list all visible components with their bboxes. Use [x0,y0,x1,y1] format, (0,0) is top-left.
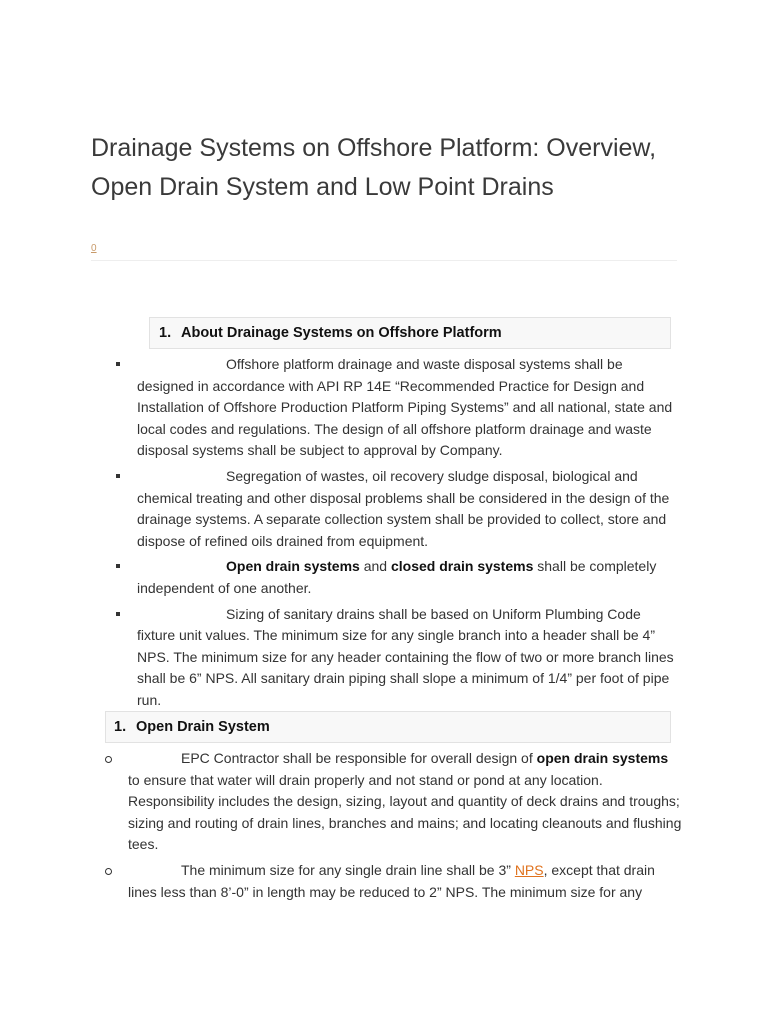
list-item-text: and [359,558,391,575]
section-heading-text: About Drainage Systems on Offshore Platform [181,325,502,341]
list-item-text: , except that drain lines less than 8’-0” in length may be reduced to 2” NPS. The minimum size for any [128,861,655,900]
section-heading-open-drain [105,711,671,743]
section-heading-text: Open Drain System [136,719,270,735]
list-item [137,354,682,462]
list-item [137,604,682,712]
list-item-text: The minimum size for any single drain line shall be 3” [181,861,515,878]
square-bullet-icon [116,474,120,478]
list-item-text: EPC Contractor shall be responsible for overall design of [181,750,537,766]
square-bullet-icon [116,564,120,568]
list-item [137,466,682,552]
title-divider [91,260,677,261]
square-bullet-icon [116,362,120,366]
list-item-text: Segregation of wastes, oil recovery sludge disposal, biological and chemical treating and other disposal problems shall be considered in the design of the drainage systems. A separate collection system shall be provided to collect, store and dispose of refined oils drained from equipment. [137,467,670,549]
circle-bullet-icon [105,868,112,875]
comment-count-link[interactable]: 0 [91,243,97,254]
page-title: Drainage Systems on Offshore Platform: Overview, Open Drain System and Low Point Drains [91,134,657,201]
list-item-text: Sizing of sanitary drains shall be based on Uniform Plumbing Code fixture unit values. The minimum size for any single branch into a header shall be 4” NPS. The minimum size for any header containing the flow of two or more branch lines shall be 6” NPS. All sanitary drain piping shall slope a minimum of 1/4” per foot of pipe run. [137,605,674,708]
section-number: 1. [114,719,127,735]
list-item-text: shall be completely independent of one another. [137,558,657,596]
bold-term-open-drain: Open drain systems [226,558,360,575]
list-item-text: Offshore platform drainage and waste disposal systems shall be designed in accordance with API RP 14E “Recommended Practice for Design and Installation of Offshore Production Platform Piping Systems” and all national, state and local codes and regulations. The design of all offshore platform drainage and waste disposal systems shall be subject to approval by Company. [137,356,673,459]
nps-link[interactable]: NPS [514,861,544,878]
square-bullet-icon [116,612,120,616]
list-item [128,748,683,856]
list-item [137,556,682,599]
section-number: 1. [159,325,172,341]
list-item-text: to ensure that water will drain properly and not stand or pond at any location. Responsibility includes the design, sizing, layout and quantity of deck drains and troughs; sizing and routing of drain lines, branches and mains; and locating cleanouts and flushing tees. [128,771,682,853]
about-list [137,354,682,716]
section-heading-about [149,317,671,349]
open-drain-list [128,748,683,907]
circle-bullet-icon [105,756,112,763]
list-item [128,860,683,903]
bold-term-closed-drain: closed drain systems [390,558,534,575]
bold-term-open-drain-systems: open drain systems [536,750,669,766]
